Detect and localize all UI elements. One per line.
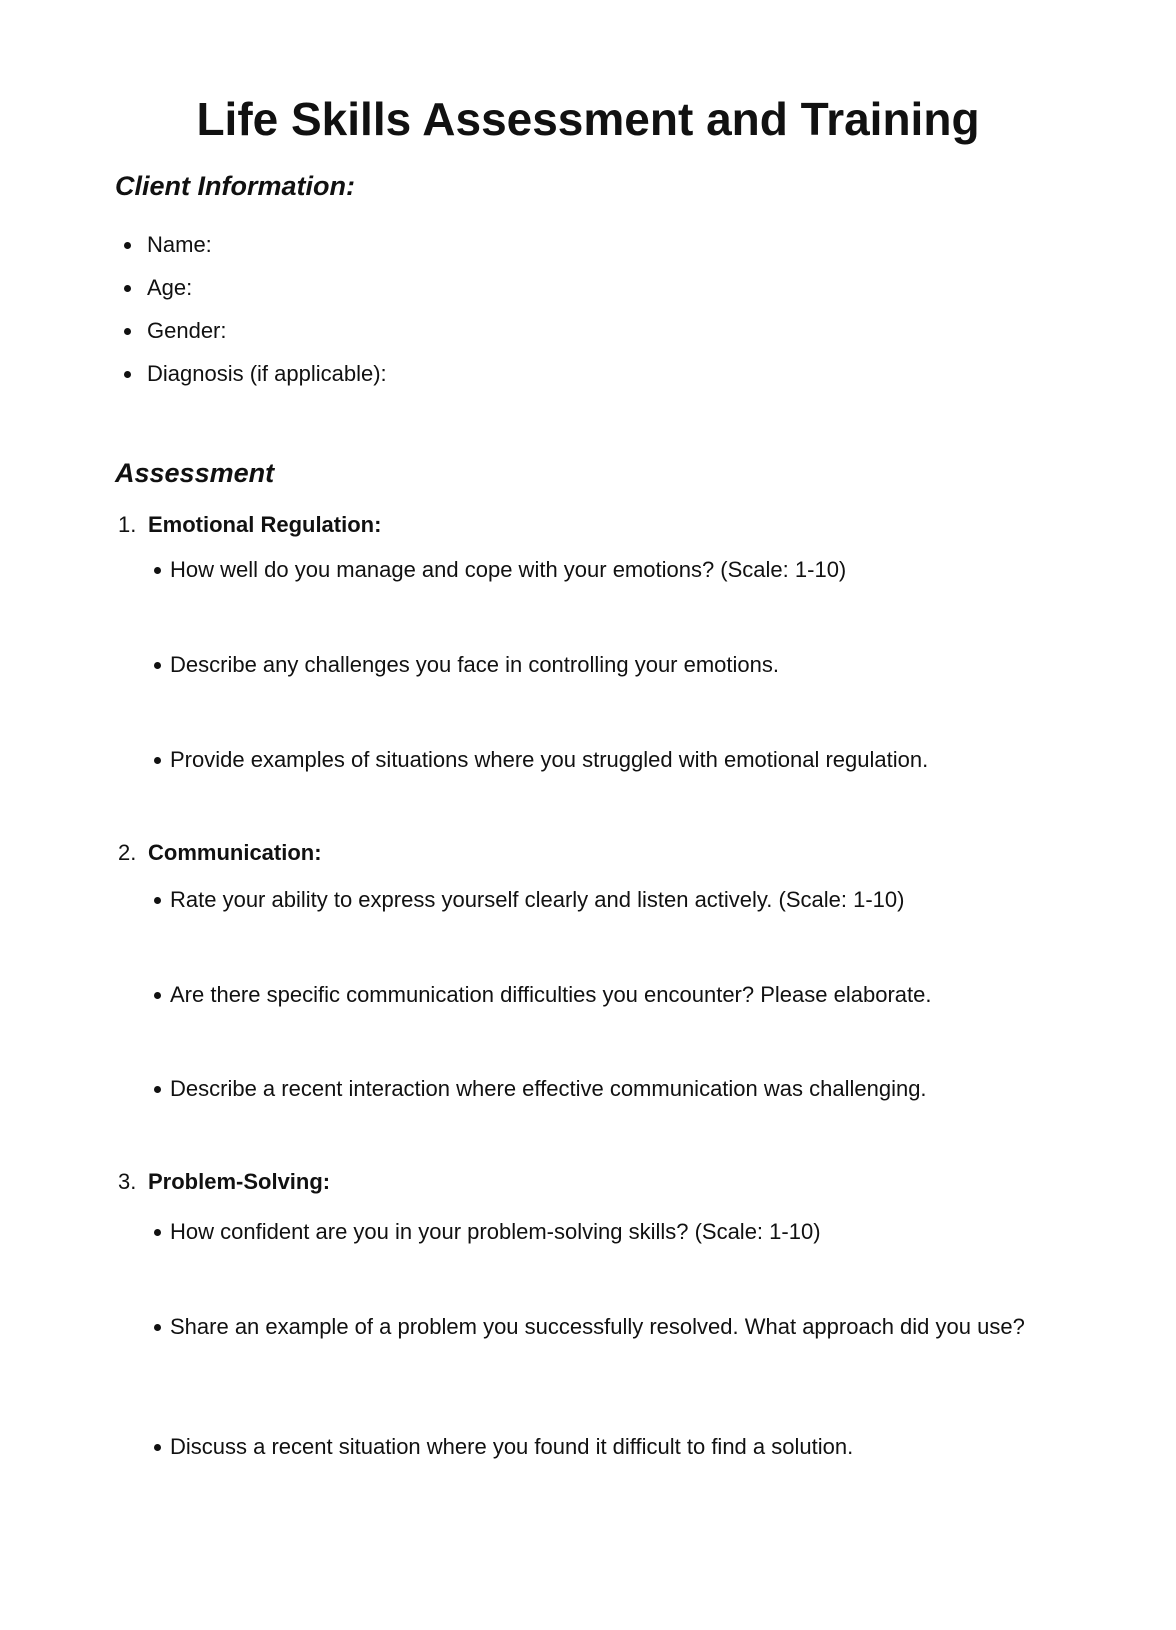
question-text: Are there specific communication difficulties you encounter? Please elaborate. [170, 982, 932, 1007]
bullet-icon [124, 328, 131, 335]
question-item [154, 1219, 821, 1244]
section-heading-client-information: Client Information: [115, 171, 355, 201]
group-title: Problem-Solving: [148, 1169, 331, 1194]
question-text: Provide examples of situations where you struggled with emotional regulation. [170, 747, 929, 772]
bullet-icon [154, 992, 161, 999]
question-text: Rate your ability to express yourself clearly and listen actively. (Scale: 1-10) [170, 887, 905, 912]
question-item [154, 1076, 927, 1101]
group-heading-emotional-regulation [118, 512, 381, 538]
question-item [154, 652, 779, 677]
question-text: How confident are you in your problem-solving skills? (Scale: 1-10) [170, 1219, 821, 1244]
list-number: 2. [118, 840, 137, 865]
page-title: Life Skills Assessment and Training [196, 93, 980, 145]
group-heading-problem-solving [118, 1169, 330, 1195]
question-text: Share an example of a problem you successfully resolved. What approach did you use? [170, 1314, 1025, 1339]
list-item-label: Gender: [147, 318, 227, 343]
bullet-icon [154, 662, 161, 669]
bullet-icon [154, 1086, 161, 1093]
group-heading-communication [118, 840, 322, 866]
question-item [154, 557, 846, 582]
question-item [154, 887, 904, 912]
question-item [154, 747, 928, 772]
list-item-gender [124, 318, 227, 343]
bullet-icon [154, 897, 161, 904]
group-title: Emotional Regulation: [148, 512, 382, 537]
list-number: 3. [118, 1169, 137, 1194]
question-text: Describe a recent interaction where effective communication was challenging. [170, 1076, 927, 1101]
bullet-icon [124, 285, 131, 292]
list-item-age [124, 275, 192, 300]
list-item-name [124, 232, 212, 257]
list-item-label: Name: [147, 232, 212, 257]
list-item-diagnosis [124, 361, 387, 386]
bullet-icon [154, 567, 161, 574]
list-item-label: Age: [147, 275, 193, 300]
bullet-icon [124, 242, 131, 249]
question-item [154, 1314, 1025, 1339]
question-item [154, 982, 931, 1007]
question-text: Discuss a recent situation where you found it difficult to find a solution. [170, 1434, 854, 1459]
list-number: 1. [118, 512, 137, 537]
bullet-icon [154, 1229, 161, 1236]
bullet-icon [124, 371, 131, 378]
section-heading-assessment: Assessment [115, 458, 275, 488]
question-text: Describe any challenges you face in controlling your emotions. [170, 652, 779, 677]
question-text: How well do you manage and cope with your emotions? (Scale: 1-10) [170, 557, 847, 582]
list-item-label: Diagnosis (if applicable): [147, 361, 387, 386]
bullet-icon [154, 1444, 161, 1451]
question-item [154, 1434, 853, 1459]
bullet-icon [154, 1324, 161, 1331]
group-title: Communication: [148, 840, 322, 865]
bullet-icon [154, 757, 161, 764]
